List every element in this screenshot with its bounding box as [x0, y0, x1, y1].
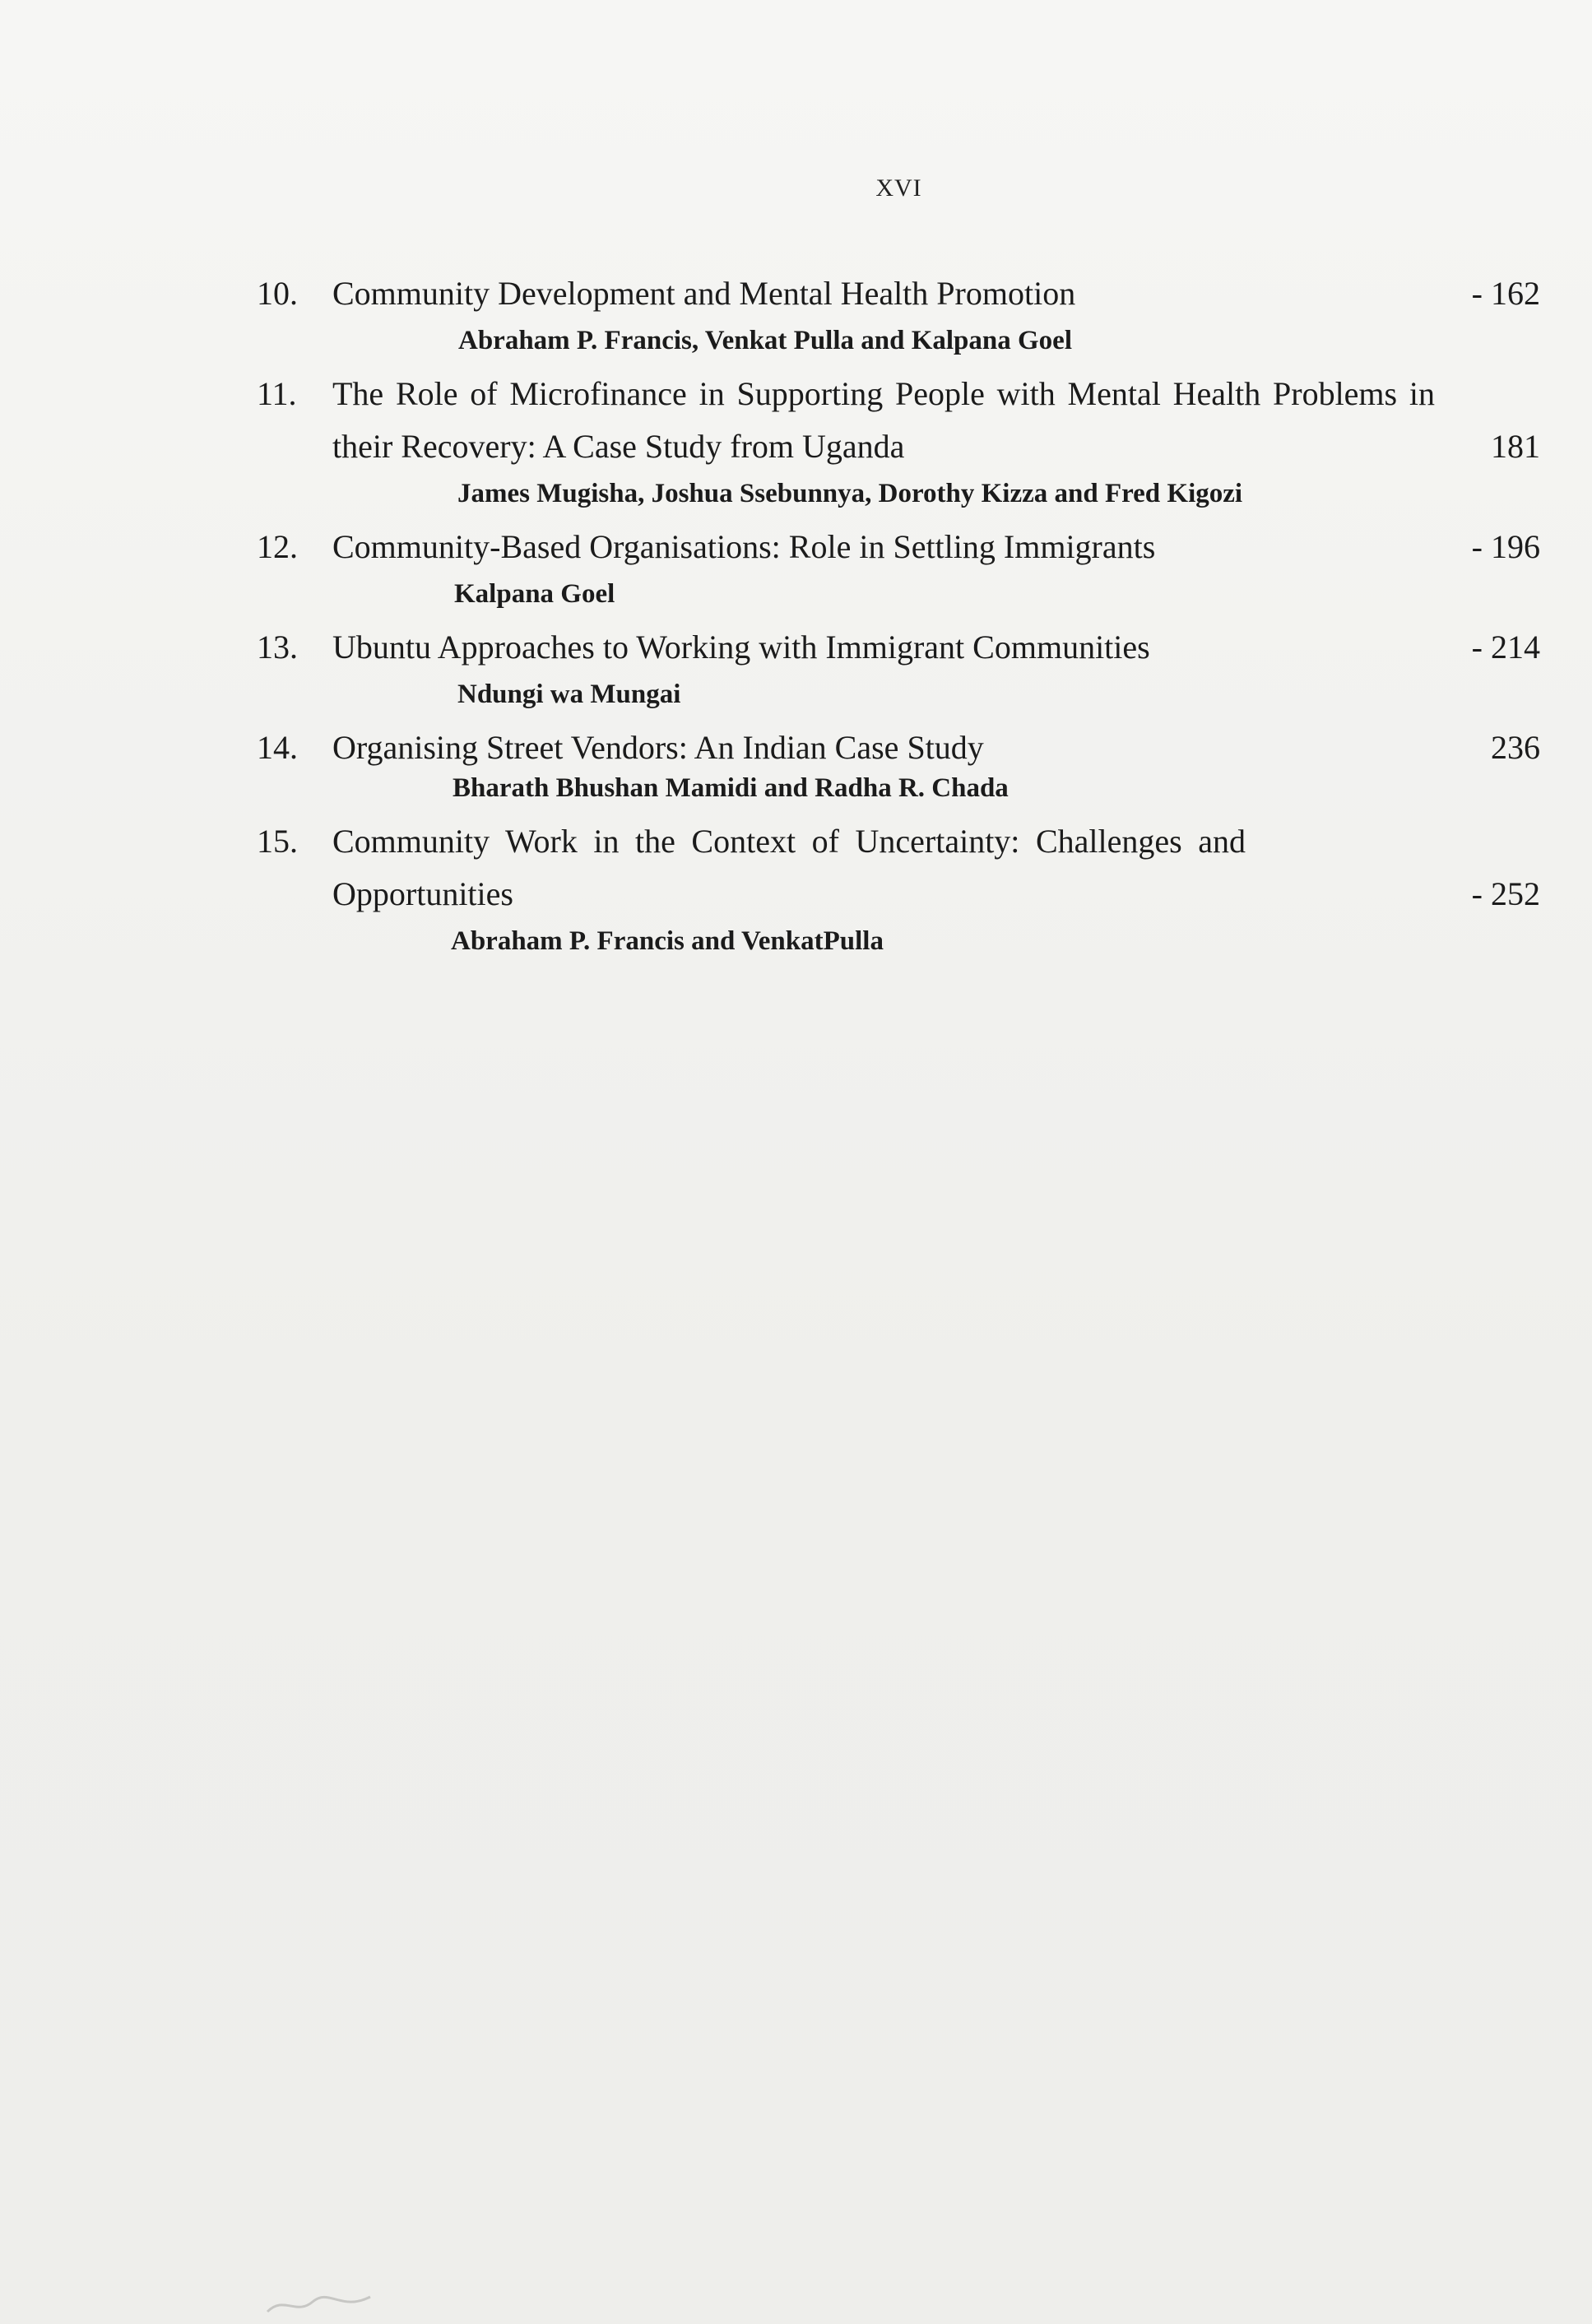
chapter-number: 10. — [257, 275, 298, 312]
chapter-page: - 196 — [1471, 528, 1540, 565]
chapter-authors: Bharath Bhushan Mamidi and Radha R. Chada — [453, 773, 1009, 803]
chapter-number: 12. — [257, 528, 298, 565]
chapter-authors: James Mugisha, Joshua Ssebunnya, Dorothy Kizza and Fred Kigozi — [457, 479, 1243, 508]
toc-entry-14[interactable] — [257, 721, 1540, 809]
chapter-page: - 162 — [1471, 275, 1540, 312]
chapter-number: 14. — [257, 729, 298, 766]
chapter-title: The Role of Microfinance in Supporting People with Mental Health Problems in their Recovery: A Case Study from Uganda — [332, 375, 1435, 465]
toc-entry-12[interactable] — [257, 521, 1540, 615]
chapter-authors: Ndungi wa Mungai — [457, 680, 681, 709]
toc-entry-15[interactable] — [257, 815, 1540, 962]
chapter-authors: Kalpana Goel — [454, 579, 615, 609]
chapter-page: 236 — [1491, 729, 1540, 766]
chapter-number: 11. — [257, 375, 297, 412]
chapter-title: Community Work in the Context of Uncertainty: Challenges and Opportunities — [332, 823, 1246, 912]
chapter-page: 181 — [1491, 428, 1540, 465]
chapter-title: Ubuntu Approaches to Working with Immigrant Communities — [332, 629, 1150, 666]
chapter-page: - 252 — [1471, 875, 1540, 912]
toc-entry-13[interactable] — [257, 621, 1540, 715]
chapter-title: Organising Street Vendors: An Indian Case Study — [332, 729, 984, 766]
chapter-number: 13. — [257, 629, 298, 666]
chapter-title: Community Development and Mental Health Promotion — [332, 275, 1076, 312]
toc-entry-10[interactable] — [257, 267, 1540, 361]
table-of-contents — [257, 267, 1540, 968]
chapter-number: 15. — [257, 823, 298, 860]
pen-mark-decoration — [263, 2287, 378, 2320]
chapter-page: - 214 — [1471, 629, 1540, 666]
chapter-authors: Abraham P. Francis and VenkatPulla — [451, 926, 884, 956]
page-number: XVI — [875, 174, 922, 202]
chapter-title: Community-Based Organisations: Role in Settling Immigrants — [332, 528, 1156, 565]
toc-entry-11[interactable] — [257, 368, 1540, 514]
chapter-authors: Abraham P. Francis, Venkat Pulla and Kalpana Goel — [458, 326, 1072, 355]
